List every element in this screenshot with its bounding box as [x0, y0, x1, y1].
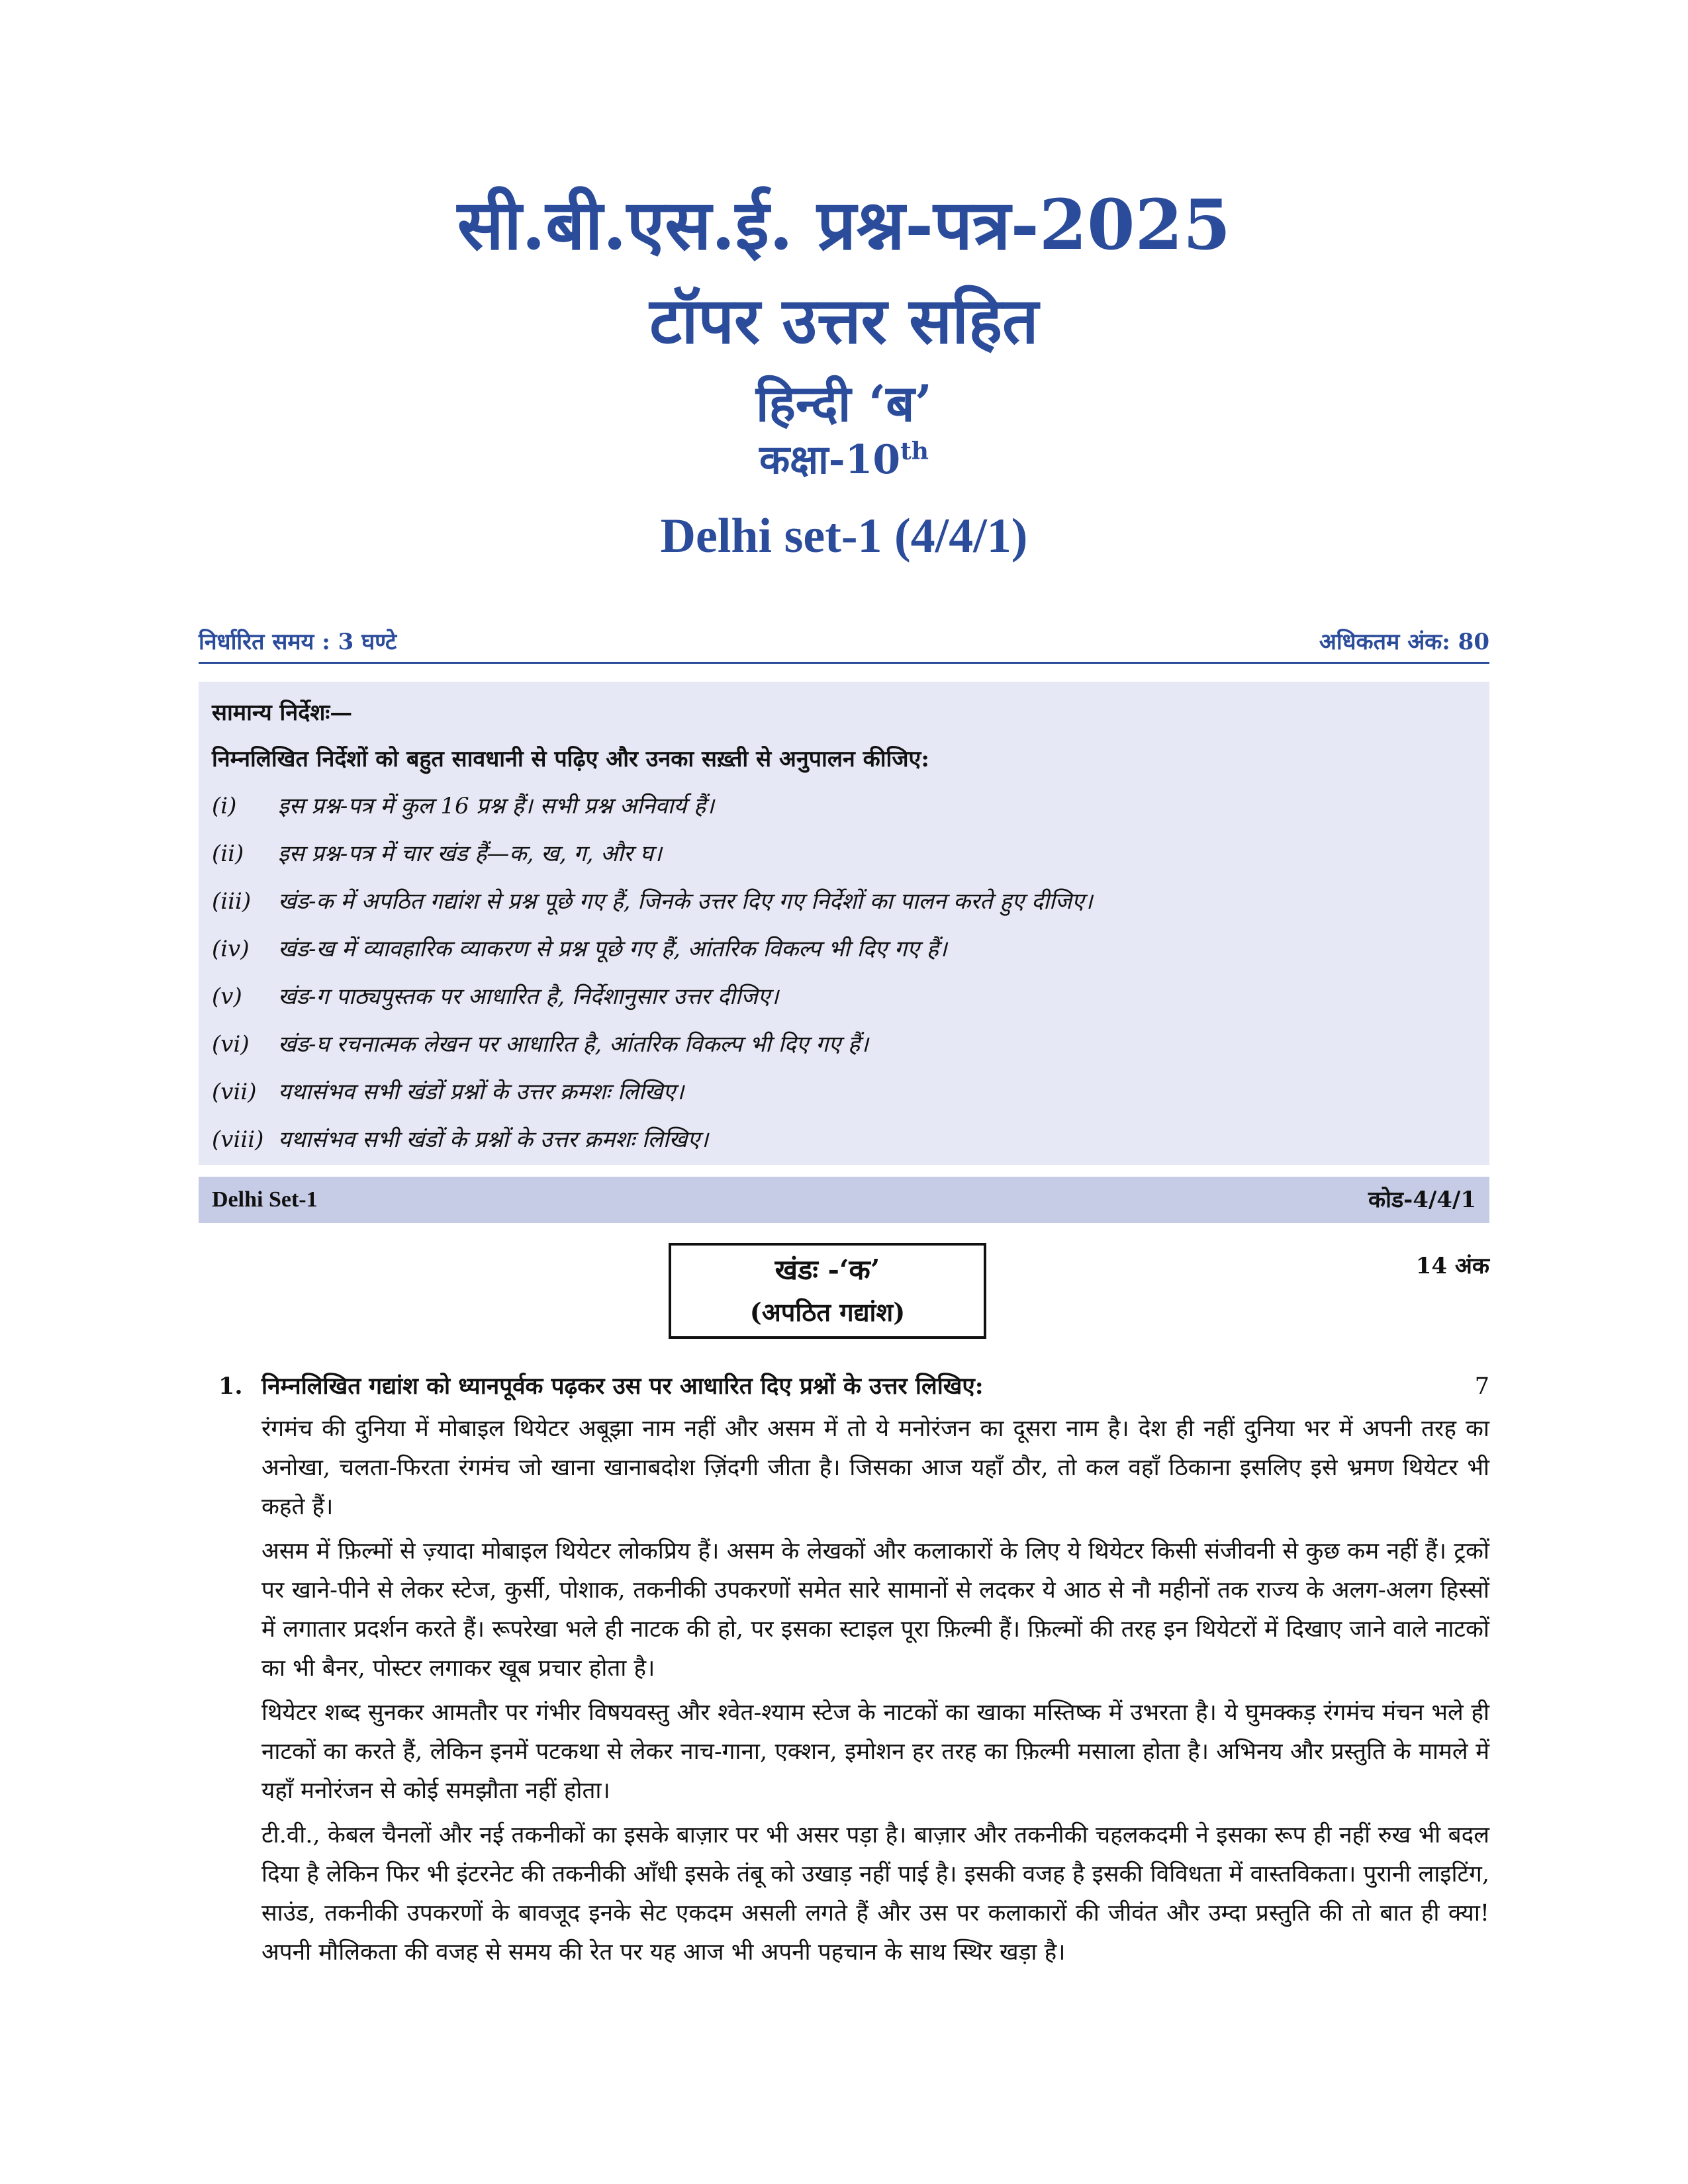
instruction-text: खंड-घ रचनात्मक लेखन पर आधारित है, आंतरिक विकल्प भी दिए गए हैं।: [278, 1031, 868, 1058]
code-label: कोड-4/4/1: [1368, 1187, 1476, 1213]
subject-title: हिन्दी ‘ब’: [755, 374, 933, 433]
class-title: [0, 430, 1688, 490]
passage: [261, 1410, 1489, 1978]
instruction-item: [212, 782, 1476, 830]
instruction-text: खंड-ग पाठ्यपुस्तक पर आधारित है, निर्देशानुसार उत्तर दीजिए।: [278, 983, 779, 1010]
section-marks: 14 अंक: [1415, 1253, 1489, 1279]
doc-title-line-1: सी.बी.एस.ई. प्रश्न-पत्र-2025: [457, 184, 1231, 265]
instruction-item: [212, 1021, 1476, 1068]
instruction-number: (vi): [212, 1031, 250, 1058]
instruction-number: (iii): [212, 888, 252, 915]
question-text: निम्नलिखित गद्यांश को ध्यानपूर्वक पढ़कर उस पर आधारित दिए प्रश्नों के उत्तर लिखिए:: [261, 1373, 984, 1400]
set-bar: [199, 1177, 1489, 1223]
instruction-number: (viii): [212, 1126, 264, 1153]
general-instructions-box: [199, 682, 1489, 1165]
instruction-text: खंड-क में अपठित गद्यांश से प्रश्न पूछे गए हैं, जिनके उत्तर दिए गए निर्देशों का पालन करते हुए दीजिए।: [278, 888, 1093, 915]
question-1: [199, 1367, 1489, 1406]
doc-title-line-2: टॉपर उत्तर सहित: [649, 283, 1039, 358]
set-label: Delhi Set-1: [212, 1187, 318, 1212]
instruction-text: यथासंभव सभी खंडों प्रश्नों के उत्तर क्रमशः लिखिए।: [278, 1079, 684, 1105]
instruction-item: [212, 1068, 1476, 1116]
instruction-item: [212, 925, 1476, 973]
passage-paragraph: टी.वी., केबल चैनलों और नई तकनीकों का इसके बाज़ार पर भी असर पड़ा है। बाज़ार और तकनीकी चहलकदमी ने इसका रूप ही नहीं रुख भी बदल दिया है लेकिन फिर भी इंटरनेट की तकनीकी आँधी इसके तंबू को उखाड़ नहीं पाई है। इसकी वजह है इसकी विविधता में वास्तविकता। पुरानी लाइटिंग, साउंड, तकनीकी उपकरणों के बावजूद इनके सेट एकदम असली लगते हैं और उस पर कलाकारों की जीवंत और उम्दा प्रस्तुति की तो बात ही क्या! अपनी मौलिकता की वजह से समय की रेत पर यह आज भी अपनी पहचान के साथ स्थिर खड़ा है।: [261, 1822, 1489, 1966]
exam-meta-row: [199, 622, 1489, 664]
instruction-text: यथासंभव सभी खंडों के प्रश्नों के उत्तर क्रमशः लिखिए।: [278, 1126, 709, 1153]
passage-paragraph: रंगमंच की दुनिया में मोबाइल थियेटर अबूझा नाम नहीं और असम में तो ये मनोरंजन का दूसरा नाम है। देश ही नहीं दुनिया भर में अपनी तरह का अनोखा, चलता-फिरता रंगमंच जो खाना खानाबदोश ज़िंदगी जीता है। जिसका आज यहाँ ठौर, तो कल वहाँ ठिकाना इसलिए इसे भ्रमण थियेटर भी कहते हैं।: [261, 1416, 1489, 1520]
instruction-item: [212, 830, 1476, 878]
instruction-number: (i): [212, 793, 237, 819]
section-title: खंडः -‘क’: [774, 1253, 880, 1286]
instruction-text: इस प्रश्न-पत्र में चार खंड हैं—क, ख, ग, और घ।: [278, 841, 662, 867]
passage-paragraph: असम में फ़िल्मों से ज़्यादा मोबाइल थियेटर लोकप्रिय हैं। असम के लेखकों और कलाकारों के लिए ये थियेटर किसी संजीवनी से कुछ कम नहीं हैं। ट्रकों पर खाने-पीने से लेकर स्टेज, कुर्सी, पोशाक, तकनीकी उपकरणों समेत सारे सामानों से लदकर ये आठ से नौ महीनों तक राज्य के अलग-अलग हिस्सों में लगातार प्रदर्शन करते हैं। रूपरेखा भले ही नाटक की हो, पर इसका स्टाइल पूरा फ़िल्मी हैं। फ़िल्मों की तरह इन थियेटरों में दिखाए जाने वाले नाटकों का भी बैनर, पोस्टर लगाकर खूब प्रचार होता है।: [261, 1538, 1489, 1682]
instruction-number: (v): [212, 983, 242, 1010]
section-heading-box: [669, 1243, 986, 1339]
class-label: कक्षा-10: [759, 437, 901, 483]
instruction-number: (ii): [212, 841, 244, 867]
instruction-item: [212, 878, 1476, 925]
question-number: 1.: [218, 1373, 243, 1400]
passage-paragraph: थियेटर शब्द सुनकर आमतौर पर गंभीर विषयवस्तु और श्वेत-श्याम स्टेज के नाटकों का खाका मस्तिष्क में उभरता है। ये घुमक्कड़ रंगमंच मंचन भले ही नाटकों का करते हैं, लेकिन इनमें पटकथा से लेकर नाच-गाना, एक्शन, इमोशन हर तरह का फ़िल्मी मसाला होता है। अभिनय और प्रस्तुति के मामले में यहाँ मनोरंजन से कोई समझौता नहीं होता।: [261, 1700, 1489, 1804]
instruction-item: [212, 973, 1476, 1021]
instructions-list: [212, 782, 1476, 1163]
question-marks: 7: [1474, 1373, 1489, 1400]
instruction-number: (vii): [212, 1079, 257, 1105]
time-allowed: निर्धारित समय : 3 घण्टे: [199, 629, 397, 655]
max-marks: अधिकतम अंक: 80: [1319, 629, 1489, 655]
instruction-text: खंड-ख में व्यावहारिक व्याकरण से प्रश्न पूछे गए हैं, आंतरिक विकल्प भी दिए गए हैं।: [278, 936, 947, 962]
class-sup: th: [900, 437, 929, 465]
section-subtitle: (अपठित गद्यांश): [749, 1297, 906, 1327]
instruction-item: [212, 1116, 1476, 1163]
instructions-subheading: निम्नलिखित निर्देशों को बहुत सावधानी से पढ़िए और उनका सख़्ती से अनुपालन कीजिए:: [212, 746, 929, 772]
instruction-text: इस प्रश्न-पत्र में कुल 16 प्रश्न हैं। सभी प्रश्न अनिवार्य हैं।: [278, 793, 714, 819]
set-title: Delhi set-1 (4/4/1): [660, 509, 1028, 563]
instructions-heading: सामान्य निर्देशः—: [212, 700, 353, 726]
instruction-number: (iv): [212, 936, 250, 962]
